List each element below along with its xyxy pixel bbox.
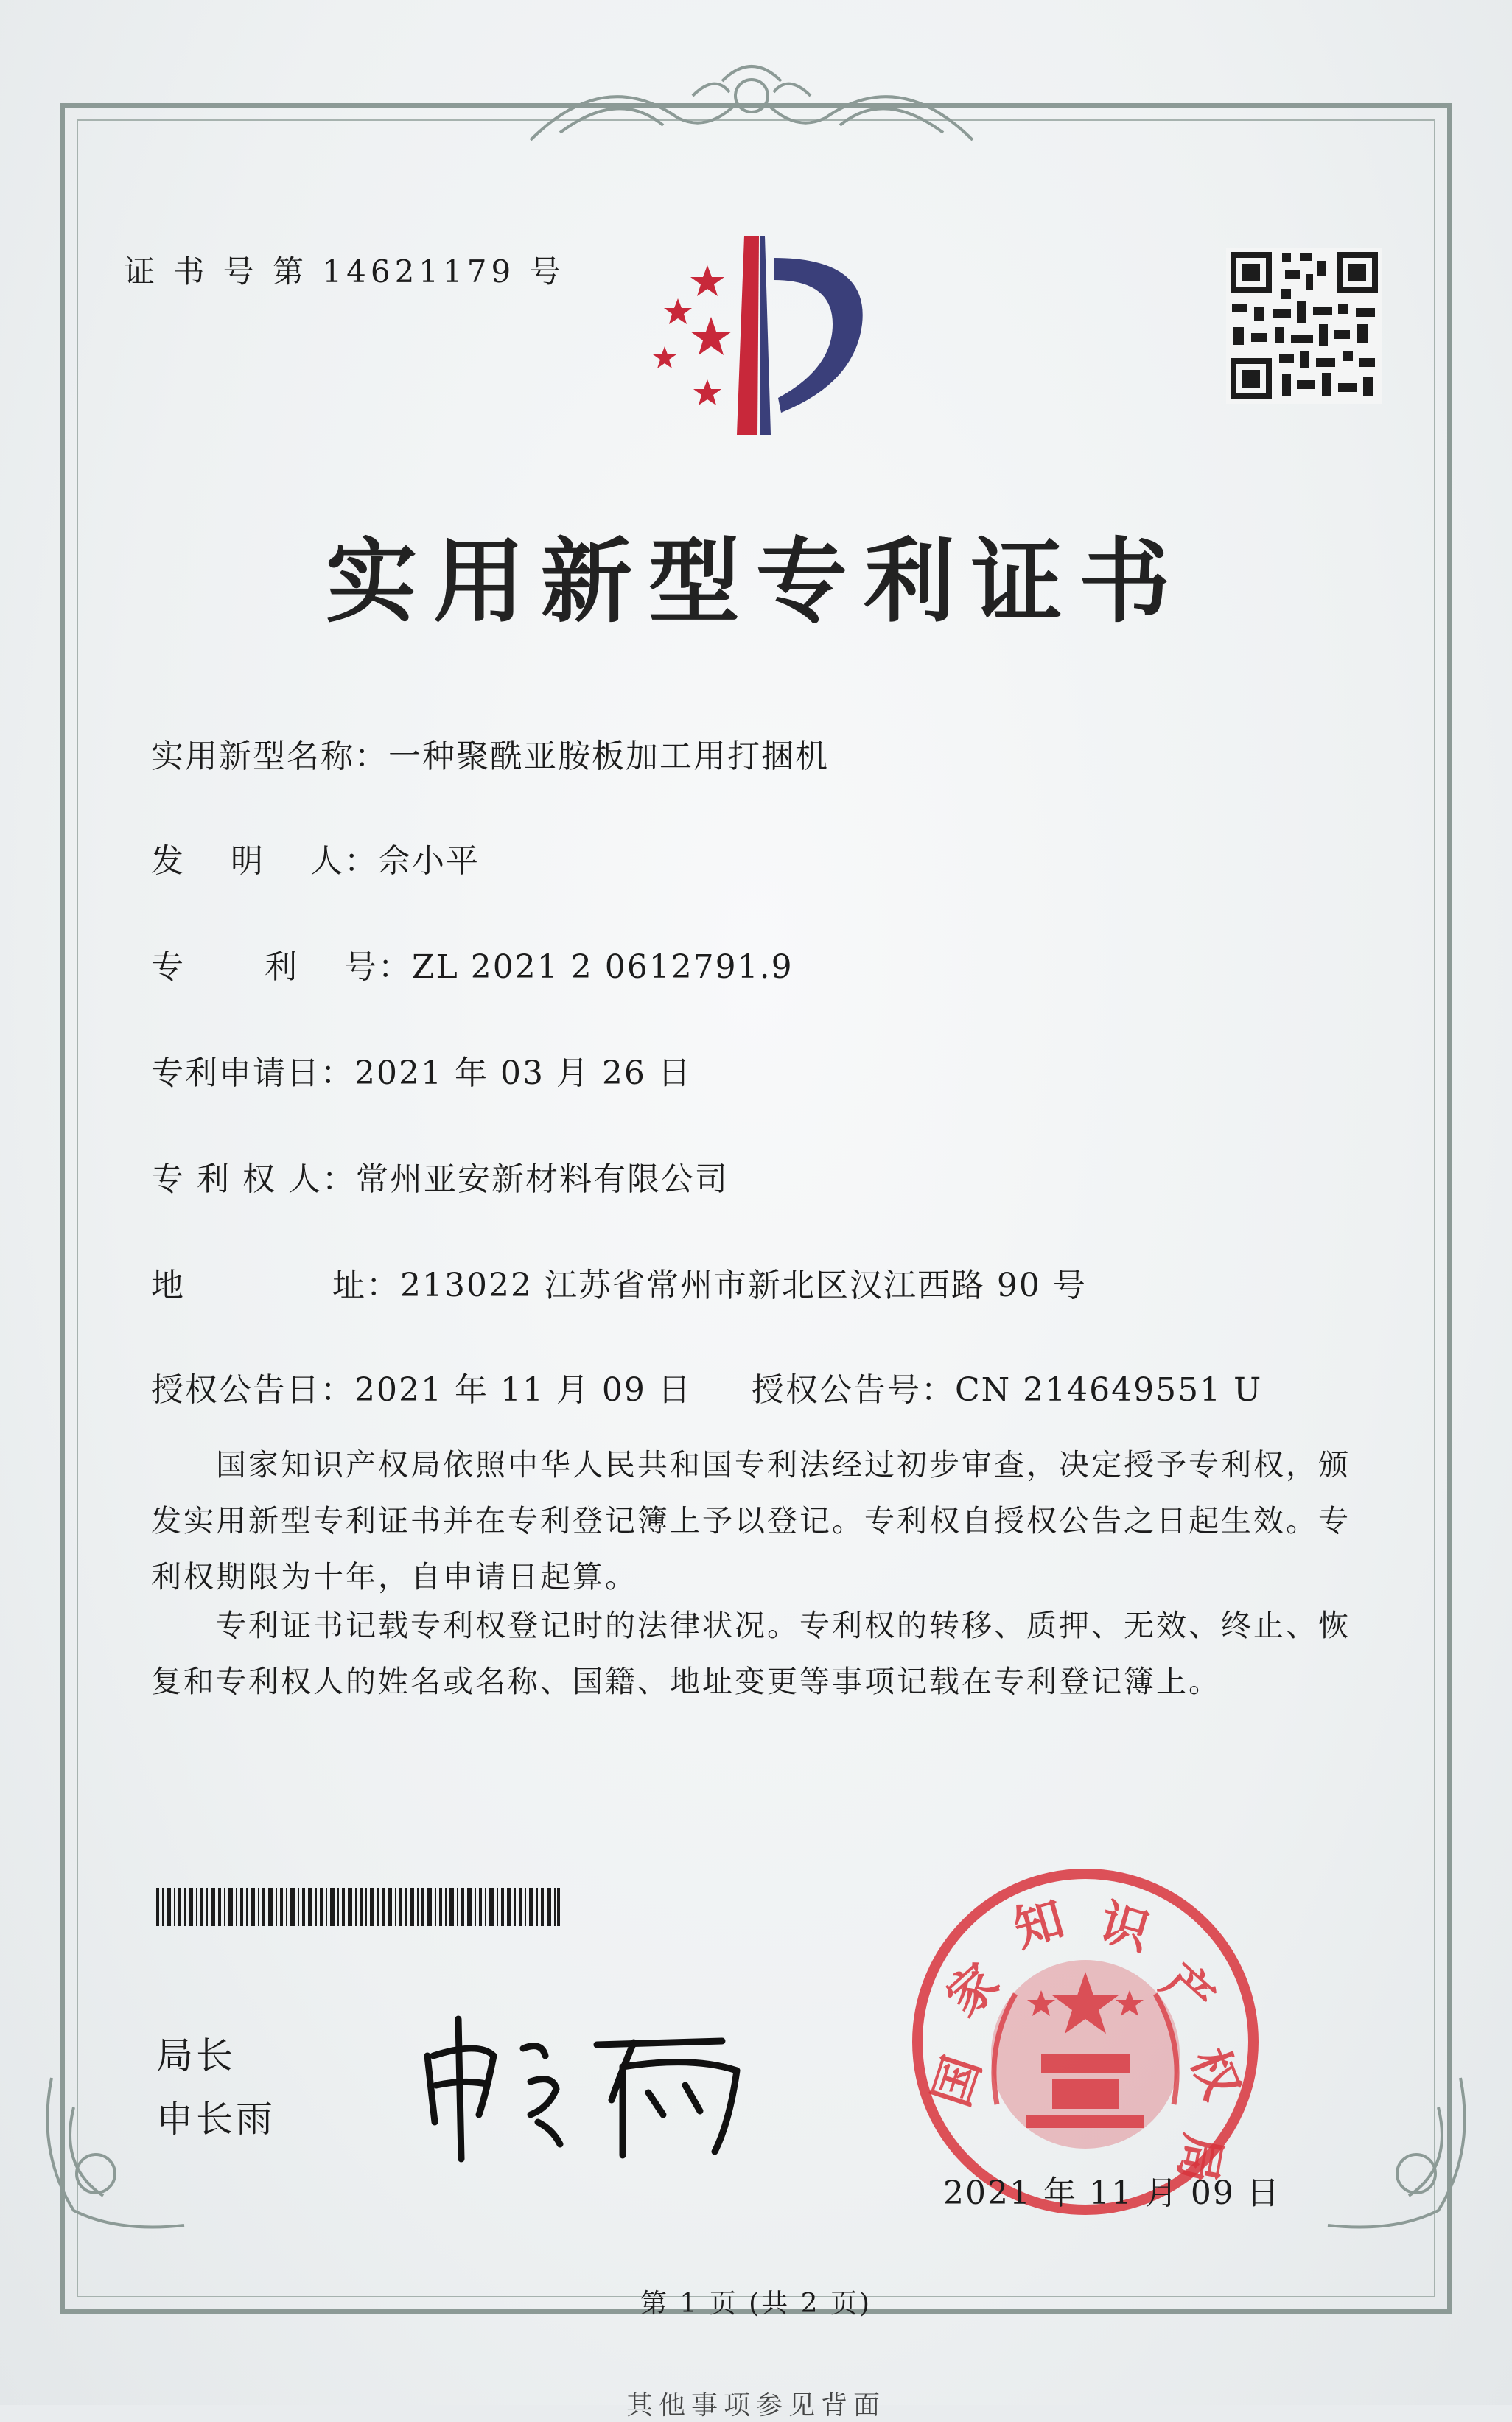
certificate-number: 证 书 号 第 14621179 号 bbox=[124, 253, 565, 290]
qr-code bbox=[1226, 248, 1382, 404]
field-address bbox=[151, 1259, 1087, 1306]
field-value: ZL 2021 2 0612791.9 bbox=[411, 948, 794, 986]
field-utility-model-name bbox=[151, 729, 829, 777]
svg-text:识: 识 bbox=[1093, 1893, 1156, 1961]
field-value: 2021 年 03 月 26 日 bbox=[354, 1054, 692, 1092]
svg-text:家: 家 bbox=[935, 1953, 1010, 2028]
field-label: 专 利 权 人： bbox=[151, 1161, 356, 1198]
field-patent-number bbox=[151, 940, 794, 987]
field-value: 2021 年 11 月 09 日 bbox=[354, 1371, 692, 1409]
field-grant-number bbox=[752, 1363, 1262, 1410]
footer-note: 其他事项参见背面 bbox=[626, 2390, 886, 2421]
paragraph-legal-status: 专利证书记载专利权登记时的法律状况。专利权的转移、质押、无效、终止、恢复和专利权人的姓名或名称、国籍、地址变更等事项记载在专利登记簿上。 bbox=[151, 1608, 1351, 1699]
svg-text:产: 产 bbox=[1150, 1953, 1225, 2028]
field-label: 专 利 号： bbox=[151, 948, 412, 986]
field-label: 实用新型名称： bbox=[151, 738, 388, 775]
barcode bbox=[156, 1888, 560, 1926]
field-grant-date bbox=[151, 1363, 692, 1410]
field-value: CN 214649551 U bbox=[955, 1371, 1263, 1409]
field-label: 专利申请日： bbox=[151, 1054, 354, 1092]
field-application-date bbox=[151, 1046, 692, 1093]
field-value: 佘小平 bbox=[377, 842, 480, 880]
patent-office-logo bbox=[634, 228, 877, 442]
field-label: 授权公告日： bbox=[151, 1371, 354, 1409]
director-name: 申长雨 bbox=[156, 2098, 276, 2141]
top-ornament bbox=[516, 52, 987, 155]
svg-text:国: 国 bbox=[923, 2049, 992, 2114]
field-value: 213022 江苏省常州市新北区汉江西路 90 号 bbox=[400, 1267, 1087, 1304]
svg-text:局: 局 bbox=[1167, 2129, 1232, 2188]
field-label: 发 明 人： bbox=[151, 842, 378, 880]
corner-ornament-bottom-right bbox=[1306, 2063, 1483, 2240]
field-value: 一种聚酰亚胺板加工用打捆机 bbox=[388, 738, 829, 775]
director-signature bbox=[413, 2012, 766, 2166]
field-value: 常州亚安新材料有限公司 bbox=[355, 1161, 729, 1198]
field-inventor bbox=[151, 834, 480, 881]
field-label: 地 址： bbox=[151, 1267, 400, 1304]
paragraph-grant-statement: 国家知识产权局依照中华人民共和国专利法经过初步审查，决定授予专利权，颁发实用新型专利证书并在专利登记簿上予以登记。专利权自授权公告之日起生效。专利权期限为十年，自申请日起算。 bbox=[151, 1447, 1351, 1595]
svg-text:权: 权 bbox=[1180, 2040, 1251, 2107]
svg-text:知: 知 bbox=[1007, 1890, 1071, 1959]
field-patentee bbox=[151, 1152, 729, 1200]
field-label: 授权公告号： bbox=[752, 1371, 955, 1409]
seal-date: 2021 年 11 月 09 日 bbox=[943, 2174, 1281, 2212]
page-number: 第 1 页 (共 2 页) bbox=[640, 2289, 872, 2319]
director-title: 局长 bbox=[156, 2034, 236, 2077]
certificate-title: 实用新型专利证书 bbox=[325, 528, 1186, 635]
